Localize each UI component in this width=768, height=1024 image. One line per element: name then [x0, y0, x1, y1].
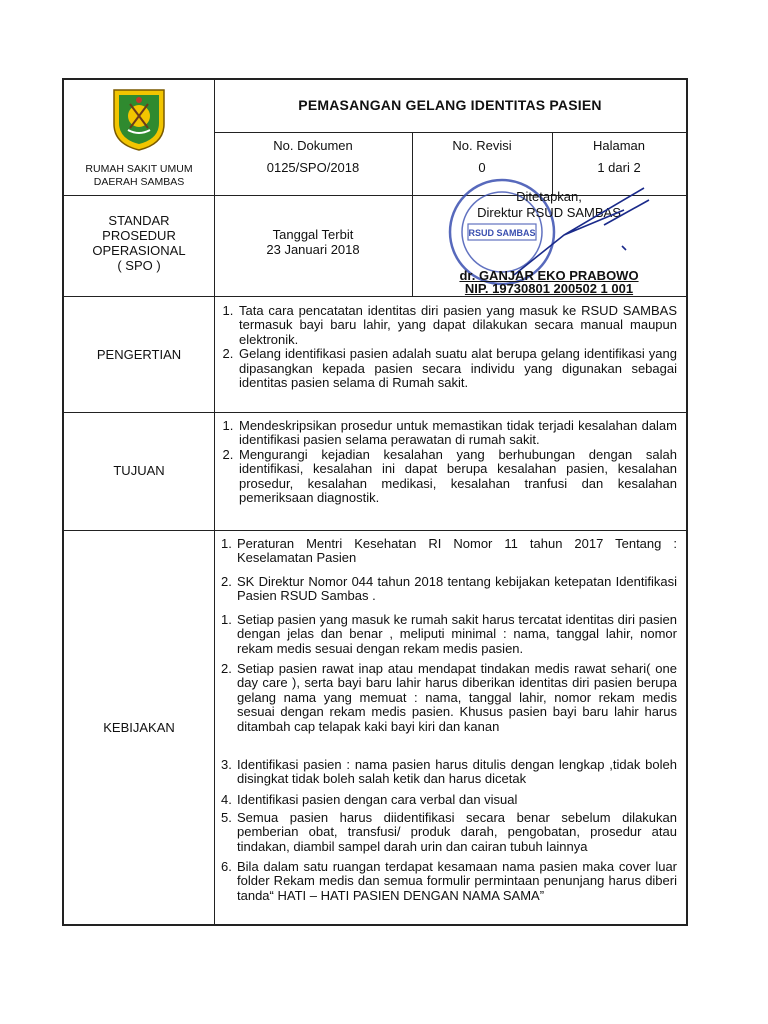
hospital-name-line2: DAERAH SAMBAS	[93, 176, 185, 188]
list-item: 1. Mendeskripsikan prosedur untuk memastikan tidak terjadi kesalahan dalam identifikasi pasien selama perawatan di rumah sakit.	[237, 419, 677, 448]
section-label-kebijakan: KEBIJAKAN	[103, 720, 175, 735]
divider	[64, 412, 686, 413]
pengertian-list	[221, 304, 677, 390]
spo-line1: STANDAR	[108, 213, 170, 228]
divider	[64, 296, 686, 297]
revision-label: No. Revisi	[452, 138, 512, 153]
section-label-pengertian: PENGERTIAN	[96, 347, 182, 362]
spo-line2: PROSEDUR	[102, 228, 176, 243]
issue-date-value: 23 Januari 2018	[266, 242, 360, 257]
spo-document	[62, 78, 688, 926]
signer-nip: NIP. 19730801 200502 1 001	[464, 281, 634, 296]
kebijakan-item: 3. Identifikasi pasien : nama pasien harus ditulis dengan lengkap ,tidak boleh disingkat tidak boleh salah ketik dan harus dicetak	[221, 757, 677, 787]
kebijakan-item: 4. Identifikasi pasien dengan cara verbal dan visual	[221, 792, 518, 807]
list-item: 2. Gelang identifikasi pasien adalah suatu alat berupa gelang identifikasi yang dipasangkan kepada pasien secara individu yang digunakan sebagai identitas pasien selama di Rumah sakit.	[237, 347, 677, 390]
kebijakan-ref: 2. SK Direktur Nomor 044 tahun 2018 tentang kebijakan ketepatan Identifikasi Pasien RSUD Sambas .	[221, 574, 677, 604]
divider	[214, 132, 686, 133]
list-item: 2. Mengurangi kejadian kesalahan yang berhubungan dengan salah identifikasi, kesalahan ini dapat berupa kesalahan pasien, kesalahan prosedur, kesalahan medikasi, kesalahan tranfusi dan kesalahan pemeriksaan diagnostik.	[237, 448, 677, 506]
document-title: PEMASANGAN GELANG IDENTITAS PASIEN	[298, 97, 602, 113]
approval-position: Direktur RSUD SAMBAS	[477, 205, 621, 220]
kebijakan-item: 1. Setiap pasien yang masuk ke rumah sakit harus tercatat identitas diri pasien dengan jelas dan benar , meliputi minimal : nama, tanggal lahir, nomor rekam medis sesuai dengan rekam medis pasien.	[221, 612, 677, 656]
hospital-logo	[110, 86, 168, 152]
shield-icon	[110, 86, 168, 152]
approval-label: Ditetapkan,	[516, 189, 582, 204]
kebijakan-item: 2. Setiap pasien rawat inap atau mendapat tindakan medis rawat sehari( one day care ), serta bayi baru lahir harus diberikan identitas diri pasien berupa gelang nama yang memuat : nama, tanggal lahir, nomor rekam medis sesuai dengan rekam medis pasien. Khusus pasien bayi baru lahir harus ditambah cap telapak kaki bayi kiri dan kanan	[221, 661, 677, 734]
hospital-name-line1: RUMAH SAKIT UMUM	[85, 163, 193, 175]
stamp-label: RSUD SAMBAS	[468, 228, 536, 238]
issue-date-label: Tanggal Terbit	[272, 227, 354, 242]
divider	[214, 80, 215, 924]
kebijakan-item: 5. Semua pasien harus diidentifikasi secara benar sebelum dilakukan pemberian obat, transfusi/ produk darah, pengobatan, prosedur atau tindakan, diambil sampel darah urin dan cairan tubuh lainnya	[221, 810, 677, 854]
doc-number-value: 0125/SPO/2018	[266, 160, 360, 175]
page-value: 1 dari 2	[597, 160, 641, 175]
tujuan-list	[221, 419, 677, 505]
spo-line3: OPERASIONAL	[92, 243, 186, 258]
doc-number-label: No. Dokumen	[273, 138, 353, 153]
revision-value: 0	[478, 160, 486, 175]
kebijakan-item: 6. Bila dalam satu ruangan terdapat kesamaan nama pasien maka cover luar folder Rekam medis dan semua formulir permintaan penunjang harus diberi tanda“ HATI – HATI PASIEN DENGAN NAMA SAMA”	[221, 859, 677, 903]
signer-name: dr. GANJAR EKO PRABOWO	[459, 268, 639, 283]
kebijakan-ref: 1. Peraturan Mentri Kesehatan RI Nomor 11 tahun 2017 Tentang : Keselamatan Pasien	[221, 536, 677, 566]
divider	[64, 530, 686, 531]
list-item: 1. Tata cara pencatatan identitas diri pasien yang masuk ke RSUD SAMBAS termasuk bayi baru lahir, yang dapat dilakukan secara manual maupun elektronik.	[237, 304, 677, 347]
section-label-tujuan: TUJUAN	[113, 463, 165, 478]
spo-line4: ( SPO )	[117, 258, 161, 273]
page-label: Halaman	[592, 138, 646, 153]
